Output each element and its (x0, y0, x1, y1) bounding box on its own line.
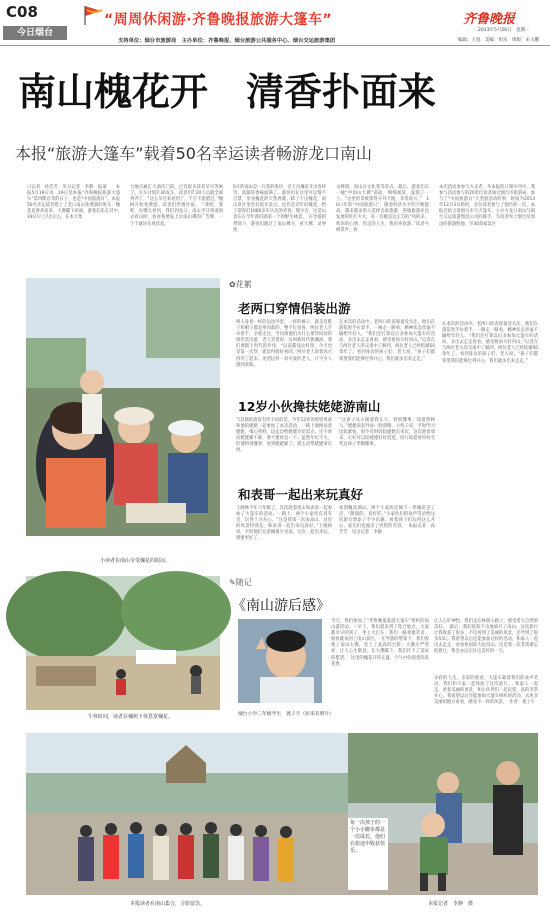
header-rule (0, 45, 550, 46)
huaji-right-column: 在本次的活动中，老两口的表现备受关注，他们在游览时手拉着手，一路走一路看，精神状态丝毫不输给年轻人。“我们还打算以后多参加大篷车的活动，多出去走走看看，感受祖国大好河山。”记者在与两位老人的交谈中了解到，两位老人已经结婚50余年了。看到身边的孩子们，老人说，“孩子们都希望我们能够过得开心，我们就多出来走走。” (442, 322, 538, 364)
section-2-text-a: 与其他的游客有所不同的是，今年12岁的周姓男孩和他的姥姥一起参加了本次活动，一路上他搀扶着姥姥，细心照料，边走边给姥姥介绍景点，还不时问姥姥累不累，要不要休息一下。虽然年纪不大，但他特别懂事，看到姥姥累了，就主动帮姥姥拿东西。 (236, 418, 332, 454)
section-2-title: 12岁小伙搀扶姥姥游南山 (238, 399, 381, 414)
red-flag-icon (82, 4, 104, 26)
intro-column-2: 合地点通汇大酒店门前，已有很多读者早早等候了。早车计划7:30发车，读者们7:20人员就全部到齐了。“这么早过来看到了，千万不能错过，”槐树开始免费游，读者们热情洋溢。 “我呢，我呢，在哪儿看到，我们到龙口，南去平开到南坝去看山时，看看我要弦上尔南山佛的广告牌，一个个就该东风挂起。 (130, 185, 223, 227)
flower-icon: ✿ (229, 280, 236, 289)
essay-column-1: 今天，我们参加了“齐鲁晚报旅游大篷车”组织的南山游活动。一早上，我们就来到了集合地点，大家都早早的到了。坐上大巴车，我们一路欢歌笑语，很快就来到了南山景区。 在导游的带领下，我们参观了南山大佛，登上了高高的台阶，大佛庄严慈祥，让人心生敬意。在大佛脚下，我们许下了美好的愿望。 这里的槐花开得正盛，空气中弥漫着阵阵花香， (331, 619, 429, 667)
photo-group-buddha (26, 733, 348, 895)
intro-column-1: 口记者 孙芳芳 见习记者 李静 报道 本报5月19日讯 19日是本报“齐鲁晚报旅游大篷车”第四期自驾的日子，也是“中国旅游日”。本报50名幸运读者搭上了龙口南山免费游的班车，槐花花香扑面来，大佛脚下祈福，游客们乐在其中。 19日早上7点左右，在本天集 (27, 185, 125, 221)
essay-badge (229, 577, 252, 588)
photo-2-caption: 午休时间，读者在槐树下休息赏槐花。 (88, 714, 174, 720)
page-number: C08 (6, 3, 38, 21)
photo-rest-under-trees (26, 576, 220, 710)
section-2-text-b: “这孩子从小跟着我长大，特别懂事，知道照顾人。”姥姥说起外孙一脸骄傲，小伙子说，平时学习比较紧张，很少有时间陪姥姥出来玩，这次趁着周末，正好可以陪姥姥好好逛逛。同行的游客纷纷夸奖这孩子孝顺懂事。 (339, 418, 435, 448)
sub-headline: 本报“旅游大篷车”载着50名幸运读者畅游龙口南山 (15, 144, 372, 163)
brand-logo: 齐鲁晚报 (463, 12, 516, 27)
pen-icon: ✎ (229, 578, 236, 587)
section-label: 今日烟台 (3, 26, 67, 40)
sponsors-line: 支持单位：烟台市旅游局 主办单位：齐鲁晚报、烟台旅游公共服务中心、烟台交运旅游集团 (118, 38, 336, 44)
section-3-text-b: 看到槐花满山，两个小家伙还摘下一串槐花尝了尝，“甜甜的，真好吃。”小家伙们的欢声笑语给这次旅行增添了不少乐趣。看着孩子们玩得这么开心，家长们也露出了欣慰的笑容。 本报记者 孙芳芳 见习记者 李静 (339, 506, 435, 536)
intro-column-4: 文峰塔，南山百文化苑等景点。最后，游客们在一幢“中国山大佛”前面，细细观赏，深刻了一上。“这里的景被掌得分外天地，非常高兴。” 10日年的“中国旅游日”，随着经济水平的不断提高，越来越多的人选择自助旅游，各地旅游业也发展的红红火火。有一首歌是这么写的“风的来，吹你的心情，你走的人生，我的喜欢游。”读者号被掌声，说 (336, 185, 429, 233)
photo-5-inset-box (348, 818, 388, 890)
intro-column-5: 本次活动参参与方式者，从本报的订阅中刊中，我参与活动参与的20余位读者通过烟台市旅游局，参与了“中国旅游日”大型游活动的事，时间为2013年12月3日组织，多位读者参与了烟台的一次，本报还结合着烟台市与大篷车，主办方龙口南山与烟台交运旅游集团公司的联手，为读者奉上烟台及周边的旅游胜地，至30余家景区 (439, 185, 535, 227)
photo-3-caption: 烟台小学二年级学生 龚子宇（原来有照片） (238, 712, 334, 717)
editor-credits: 编辑：王旭 美编：恒乐 组版：宋玉鹏 (458, 38, 539, 43)
photo-1-caption: 小读者在南山享受槐花的阴凉。 (100, 558, 171, 564)
huaji-label: 花絮 (235, 280, 252, 289)
photo-5-inset-text: 每一次孩子的一个小小脚步都是一次成长，他们在旅途中收获快乐。 (350, 820, 386, 854)
essay-badge-label: 随记 (235, 578, 252, 587)
photo-children-reading (26, 278, 220, 536)
intro-column-3: 5月的南山是一片花的海洋，近万亩槐花开出各样奇，浓郁的香味溢满了。游客们在这里可以情不自禁，享受槐花的天然香薰。除了不出槐花，南山景区里也有很多景点。也许是近年的槐花，给了游客们1000多年历史的青春。慢少有，这是山景在在今年我们感第一个的野生林景。 在导游的带领下，游客们跟过了南山佛寺，看大佛，灵界照， (233, 185, 326, 233)
photo-boy-portrait (238, 619, 322, 703)
photo-4-caption: 本报读者在南山集合，合影留念。 (130, 901, 206, 907)
issue-date: 2013年5月20日 星期一 (478, 28, 530, 33)
section-1-text-b: 在本次的活动中，老两口的表现备受关注，他们在游览时手拉着手，一路走一路看，精神状态丝毫不输给年轻人。“我们还打算以后多参加大篷车的活动，多出去走走看看，感受祖国大好河山。”记者在与两位老人的交谈中了解到，两位老人已经结婚50余年了。看到身边的孩子们，老人说，“孩子们都希望我们能够过得开心，我们就多出来走走。” (339, 320, 435, 362)
essay-title: 《南山游后感》 (232, 598, 330, 614)
huaji-badge (229, 279, 252, 290)
section-3-text-a: 王晓林今年六年级了，这次趁着周末和表哥一起参加了大篷车的活动。一路上，两个小家伙有说有笑，玩得十分开心。“这是我第一次来南山，这里的风景特别美，和表哥一起出来玩真好。”王晓林说，平时他们兄弟俩很少见面，这次一起出来玩，感情更好了。 (236, 506, 332, 542)
section-3-title: 和表哥一起出来玩真好 (238, 487, 364, 502)
section-1-title: 老两口穿情侣装出游 (238, 301, 351, 316)
essay-column-3: 多彩的人生，多彩的旅途，大篷车载着我们的欢声笑语，我们和大家一起体验了这次旅行。 和家人一起走，看着美丽的风景，和小伙伴们一起玩耍，真的非常开心。我希望以后还能参加大篷车组织的活动，去更多美丽的地方看看，感受不一样的风景。 作者：龚子宇 (434, 676, 538, 706)
essay-column-2: 让人心旷神怡。我们走在林荫小路上，感受着大自然的美好。 最后，我们依依不舍地离开了南山。这次旅行让我收获了很多，不仅看到了美丽的风景，还学到了很多知识。我希望以后还能参加这样的活动，和家人一起出去走走，看看祖国的大好河山。这是我一次非常难忘的旅行，我会永远记住这美好的一天。 (434, 619, 538, 655)
main-headline: 南山槐花开 清香扑面来 (18, 70, 437, 114)
page-header (0, 0, 550, 44)
banner-title: “周周休闲游·齐鲁晚报旅游大篷车” (104, 12, 333, 28)
photo-5-caption: 本报记者 李静 摄 (428, 901, 474, 907)
section-1-text-a: 两人身着一样的运动外套，一样的裤子，就是连鞋子和帽子都是用同款的，整个打扮看，两位老人手牵着手，亲密无比。当问到他们为什么要穿同款的情侣装出游，老人笑着说：这叫新时代新潮流，我们要跟上时代的步伐。“以前都没这样穿，今天也是第一次穿，就觉得挺好看的。”两位老人说着高兴得笑了起来。见到这样一对可爱的老人，让不少人感到羡慕。 (236, 320, 332, 368)
